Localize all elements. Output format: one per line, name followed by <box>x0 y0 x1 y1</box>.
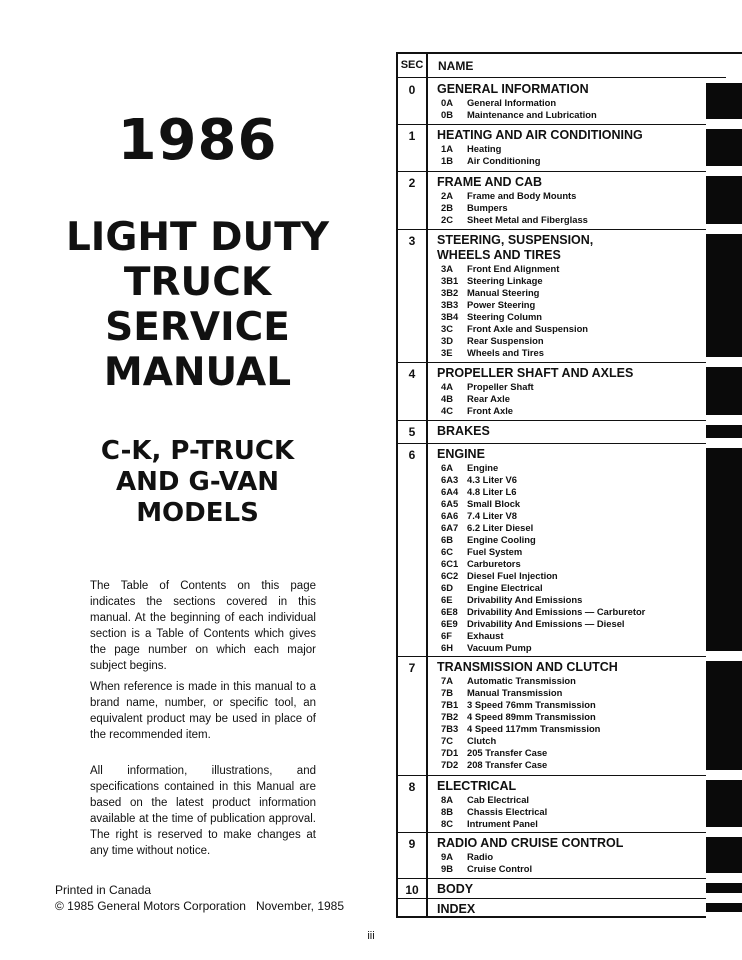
subsection-name: Chassis Electrical <box>467 806 548 817</box>
subsection-code: 2B <box>441 202 453 213</box>
subsection-name: Steering Linkage <box>467 275 543 286</box>
subsection-name: Engine <box>467 462 499 473</box>
subsection-name: Vacuum Pump <box>467 642 532 653</box>
subsection-name: Drivability And Emissions <box>467 594 583 605</box>
subsection-item <box>441 570 645 582</box>
subsection-code: 8B <box>441 806 453 817</box>
subsection-item <box>441 97 597 109</box>
subsection-item <box>441 202 588 214</box>
subsection-name: Bumpers <box>467 202 508 213</box>
subsection-list <box>441 462 645 654</box>
section-thumb-tab <box>706 448 742 651</box>
section-title: STEERING, SUSPENSION, <box>437 233 594 247</box>
toc-column-separator <box>426 52 428 918</box>
subsection-item <box>441 558 645 570</box>
subsection-name: 4.8 Liter L6 <box>467 486 517 497</box>
subsection-code: 8C <box>441 818 453 829</box>
subsection-name: Cruise Control <box>467 863 533 874</box>
subsection-item <box>441 405 534 417</box>
subsection-code: 6F <box>441 630 452 641</box>
subsection-item <box>441 143 540 155</box>
toc-row-divider <box>396 656 706 657</box>
subsection-name: Cab Electrical <box>467 794 530 805</box>
disclaimer-paragraph: All information, illustrations, and specifications contained in this Manual are based on the latest product information available at the time of publication approval. The right is reserved to make changes at any time without notice. <box>90 765 316 857</box>
section-title: INDEX <box>437 902 476 916</box>
subsection-code: 1B <box>441 155 453 166</box>
subsection-item <box>441 723 600 735</box>
subsection-name: 4 Speed 117mm Transmission <box>467 723 601 734</box>
section-thumb-tab <box>706 367 742 415</box>
subsection-code: 6E <box>441 594 453 605</box>
section-thumb-tab <box>706 425 742 438</box>
subsection-item <box>441 534 645 546</box>
section-thumb-tab <box>706 176 742 224</box>
subsection-item <box>441 618 645 630</box>
subsection-item <box>441 462 645 474</box>
section-number: 8 <box>408 780 416 794</box>
subsection-item <box>441 510 645 522</box>
section-title: FRAME AND CAB <box>437 175 543 189</box>
section-thumb-tab <box>706 661 742 770</box>
subsection-name: 3 Speed 76mm Transmission <box>467 699 596 710</box>
subsection-item <box>441 381 534 393</box>
section-number: 6 <box>408 448 416 462</box>
toc-border-bottom <box>396 916 706 918</box>
subsection-name: Front Axle and Suspension <box>467 323 589 334</box>
subsection-name: Power Steering <box>467 299 536 310</box>
toc-row-divider <box>396 878 706 879</box>
subsection-list <box>441 851 532 875</box>
subsection-item <box>441 474 645 486</box>
subsection-item <box>441 699 600 711</box>
subsection-code: 9A <box>441 851 453 862</box>
section-number: 1 <box>408 129 416 143</box>
toc-row-divider <box>396 124 706 125</box>
subsection-item <box>441 711 600 723</box>
section-thumb-tab <box>706 129 742 166</box>
publication-date: November, 1985 <box>255 899 345 913</box>
subsection-name: Maintenance and Lubrication <box>467 109 597 120</box>
section-title: PROPELLER SHAFT AND AXLES <box>437 366 634 380</box>
subsection-name: Engine Cooling <box>467 534 536 545</box>
toc-header-rule <box>396 77 726 78</box>
subsection-name: Engine Electrical <box>467 582 543 593</box>
section-thumb-tab <box>706 83 742 119</box>
subsection-name: Rear Axle <box>467 393 510 404</box>
subsection-name: Drivability And Emissions — Diesel <box>467 618 625 629</box>
subsection-code: 2C <box>441 214 453 225</box>
subsection-item <box>441 642 645 654</box>
subsection-code: 3D <box>441 335 453 346</box>
subsection-name: Fuel System <box>467 546 523 557</box>
subsection-item <box>441 687 600 699</box>
subsection-name: Frame and Body Mounts <box>467 190 577 201</box>
subsection-item <box>441 863 532 875</box>
subsection-list <box>441 263 588 359</box>
subsection-item <box>441 299 588 311</box>
copyright-text: © 1985 General Motors Corporation <box>55 899 246 913</box>
subsection-name: Carburetors <box>467 558 521 569</box>
subsection-code: 3B1 <box>441 275 459 286</box>
subsection-name: 205 Transfer Case <box>467 747 548 758</box>
subsection-name: 7.4 Liter V8 <box>467 510 518 521</box>
subsection-item <box>441 335 588 347</box>
section-number: 0 <box>408 83 416 97</box>
toc-header-name: NAME <box>438 59 474 73</box>
subsection-item <box>441 759 600 771</box>
section-title: TRANSMISSION AND CLUTCH <box>437 660 618 674</box>
subsection-code: 7B1 <box>441 699 459 710</box>
subsection-name: Exhaust <box>467 630 504 641</box>
subsection-code: 6A7 <box>441 522 459 533</box>
subsection-name: 4.3 Liter V6 <box>467 474 518 485</box>
subsection-code: 7C <box>441 735 453 746</box>
section-title: ENGINE <box>437 447 485 461</box>
subsection-name: Intrument Panel <box>467 818 538 829</box>
section-thumb-tab <box>706 234 742 357</box>
title-line: MANUAL <box>103 350 292 395</box>
section-title: GENERAL INFORMATION <box>437 82 589 96</box>
subsection-item <box>441 155 540 167</box>
subsection-item <box>441 675 600 687</box>
subsection-item <box>441 393 534 405</box>
toc-row-divider <box>396 832 706 833</box>
subsection-code: 3B4 <box>441 311 459 322</box>
subsection-item <box>441 311 588 323</box>
subsection-item <box>441 735 600 747</box>
subsection-name: Manual Transmission <box>467 687 563 698</box>
subsection-code: 6A3 <box>441 474 459 485</box>
subsection-code: 1A <box>441 143 453 154</box>
section-number: 7 <box>408 661 416 675</box>
section-title-continued: WHEELS AND TIRES <box>437 248 561 262</box>
subsection-code: 9B <box>441 863 453 874</box>
toc-border-top <box>396 52 742 54</box>
subtitle-line: MODELS <box>136 498 259 528</box>
page-number: iii <box>367 930 375 942</box>
subsection-code: 4C <box>441 405 453 416</box>
subsection-item <box>441 522 645 534</box>
brand-name-paragraph: When reference is made in this manual to a brand name, number, or specific tool, an equivalent product may be used in place of the recommended item. <box>90 681 316 741</box>
section-thumb-tab <box>706 883 742 893</box>
section-title: ELECTRICAL <box>437 779 517 793</box>
subsection-code: 7B <box>441 687 453 698</box>
subsection-item <box>441 818 547 830</box>
subsection-code: 3B3 <box>441 299 459 310</box>
subsection-code: 6B <box>441 534 453 545</box>
subsection-name: Front Axle <box>467 405 514 416</box>
subsection-item <box>441 806 547 818</box>
subsection-item <box>441 287 588 299</box>
subsection-code: 3A <box>441 263 453 274</box>
subsection-code: 3C <box>441 323 453 334</box>
subsection-name: Air Conditioning <box>467 155 541 166</box>
manual-year: 1986 <box>117 108 278 173</box>
printed-in: Printed in Canada <box>55 883 152 897</box>
toc-row-divider <box>396 229 706 230</box>
toc-row-divider <box>396 443 706 444</box>
manual-title <box>0 215 395 395</box>
subsection-name: Heating <box>467 143 502 154</box>
section-number: 10 <box>405 883 419 897</box>
subsection-code: 0A <box>441 97 453 108</box>
subsection-list <box>441 381 534 417</box>
section-thumb-tab <box>706 837 742 873</box>
section-thumb-tab <box>706 903 742 912</box>
subsection-item <box>441 109 597 121</box>
section-number: 4 <box>408 367 416 381</box>
subsection-code: 7B3 <box>441 723 459 734</box>
subsection-code: 4B <box>441 393 453 404</box>
subsection-name: 6.2 Liter Diesel <box>467 522 534 533</box>
models-subtitle <box>0 436 395 529</box>
toc-row-divider <box>396 171 706 172</box>
subsection-item <box>441 214 588 226</box>
subsection-name: Clutch <box>467 735 497 746</box>
section-number: 3 <box>408 234 416 248</box>
toc-row-divider <box>396 420 706 421</box>
section-title: BRAKES <box>437 424 490 438</box>
subtitle-line: C-K, P-TRUCK <box>100 436 295 466</box>
section-title: HEATING AND AIR CONDITIONING <box>437 128 643 142</box>
subsection-item <box>441 263 588 275</box>
subsection-item <box>441 594 645 606</box>
subsection-name: Automatic Transmission <box>467 675 576 686</box>
subsection-item <box>441 747 600 759</box>
subsection-name: 208 Transfer Case <box>467 759 548 770</box>
subsection-list <box>441 794 547 830</box>
title-line: SERVICE <box>105 305 290 350</box>
subsection-name: Radio <box>467 851 494 862</box>
subsection-name: Rear Suspension <box>467 335 544 346</box>
subsection-code: 6H <box>441 642 453 653</box>
toc-header-sec: SEC <box>400 59 424 71</box>
subsection-item <box>441 486 645 498</box>
toc-row-divider <box>396 362 706 363</box>
subsection-item <box>441 606 645 618</box>
subsection-code: 6D <box>441 582 453 593</box>
title-line: TRUCK <box>123 260 272 305</box>
title-line: LIGHT DUTY <box>65 215 330 260</box>
subsection-code: 7B2 <box>441 711 459 722</box>
subsection-list <box>441 97 597 121</box>
subsection-name: Drivability And Emissions — Carburetor <box>467 606 646 617</box>
subtitle-line: AND G-VAN <box>116 467 279 497</box>
subsection-name: 4 Speed 89mm Transmission <box>467 711 596 722</box>
subsection-code: 3B2 <box>441 287 459 298</box>
subsection-code: 3E <box>441 347 453 358</box>
subsection-item <box>441 275 588 287</box>
subsection-name: Propeller Shaft <box>467 381 534 392</box>
subsection-item <box>441 323 588 335</box>
subsection-code: 2A <box>441 190 453 201</box>
subsection-list <box>441 675 600 771</box>
subsection-code: 7A <box>441 675 453 686</box>
subsection-code: 6A6 <box>441 510 459 521</box>
toc-row-divider <box>396 898 706 899</box>
copyright-line <box>55 898 344 914</box>
subsection-code: 6C <box>441 546 453 557</box>
subsection-code: 7D1 <box>441 747 459 758</box>
section-title: BODY <box>437 882 474 896</box>
subsection-item <box>441 582 645 594</box>
subsection-list <box>441 190 588 226</box>
section-number: 5 <box>408 425 416 439</box>
subsection-code: 6A <box>441 462 453 473</box>
subsection-item <box>441 851 532 863</box>
subsection-name: Manual Steering <box>467 287 540 298</box>
subsection-code: 7D2 <box>441 759 459 770</box>
subsection-name: Front End Alignment <box>467 263 560 274</box>
subsection-name: General Information <box>467 97 557 108</box>
subsection-name: Diesel Fuel Injection <box>467 570 558 581</box>
subsection-code: 4A <box>441 381 453 392</box>
subsection-item <box>441 630 645 642</box>
subsection-code: 6C1 <box>441 558 459 569</box>
subsection-item <box>441 190 588 202</box>
subsection-code: 6A4 <box>441 486 459 497</box>
subsection-item <box>441 498 645 510</box>
subsection-item <box>441 546 645 558</box>
subsection-item <box>441 347 588 359</box>
subsection-code: 6A5 <box>441 498 459 509</box>
subsection-list <box>441 143 540 167</box>
section-number: 2 <box>408 176 416 190</box>
toc-row-divider <box>396 775 706 776</box>
subsection-code: 6E8 <box>441 606 458 617</box>
subsection-code: 8A <box>441 794 453 805</box>
subsection-name: Wheels and Tires <box>467 347 544 358</box>
section-number: 9 <box>408 837 416 851</box>
subsection-code: 6E9 <box>441 618 458 629</box>
section-thumb-tab <box>706 780 742 827</box>
section-title: RADIO AND CRUISE CONTROL <box>437 836 624 850</box>
subsection-item <box>441 794 547 806</box>
toc-explanation-paragraph: The Table of Contents on this page indicates the sections covered in this manual. At the beginning of each individual section is a Table of Contents which gives the page number on which each major subject begins. <box>90 580 316 672</box>
subsection-name: Steering Column <box>467 311 543 322</box>
subsection-code: 6C2 <box>441 570 459 581</box>
subsection-name: Sheet Metal and Fiberglass <box>467 214 588 225</box>
subsection-code: 0B <box>441 109 453 120</box>
subsection-name: Small Block <box>467 498 521 509</box>
